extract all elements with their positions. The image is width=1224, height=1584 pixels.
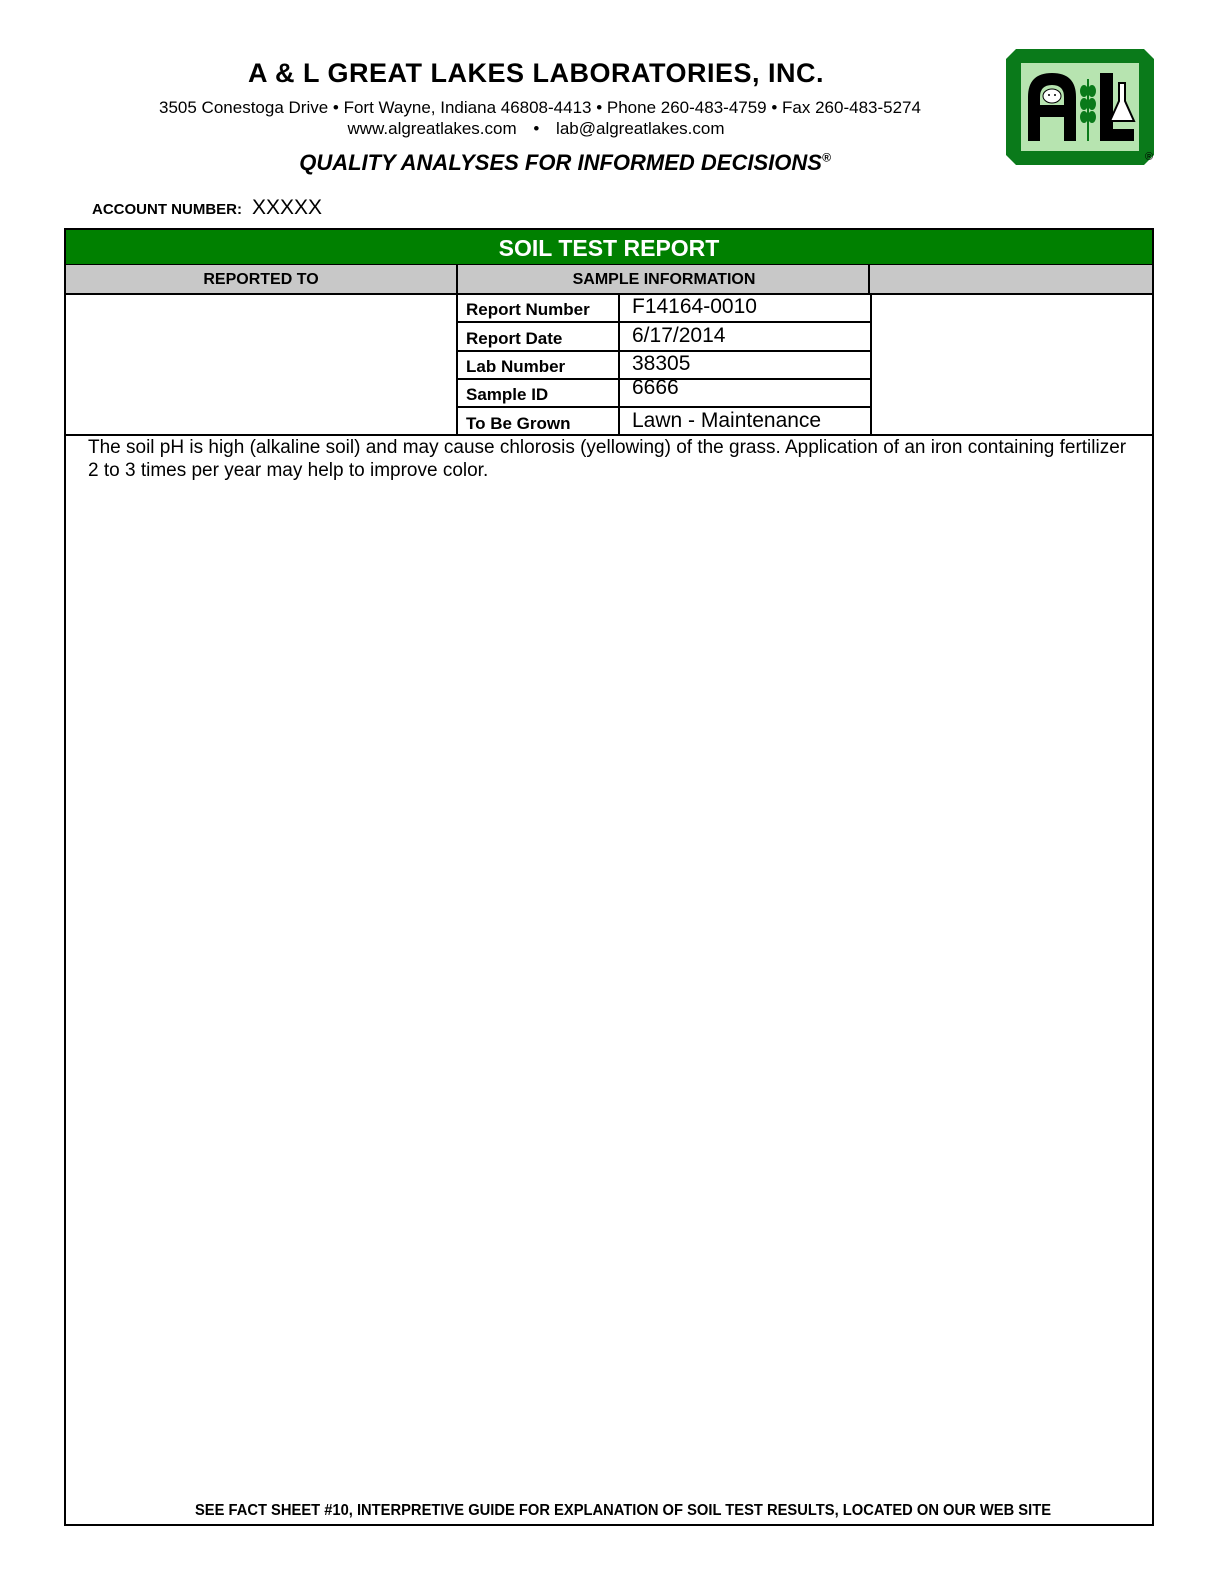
blank-header — [868, 265, 1154, 293]
sample-id-label: Sample ID — [458, 378, 620, 406]
company-name: A & L GREAT LAKES LABORATORIES, INC. — [247, 58, 825, 88]
tagline-text: QUALITY ANALYSES FOR INFORMED DECISIONS — [299, 150, 822, 175]
report-column-headers — [66, 264, 1152, 295]
website-link[interactable]: www.algreatlakes.com — [347, 119, 517, 138]
report-number-label: Report Number — [458, 293, 620, 321]
lab-number-label: Lab Number — [458, 350, 620, 378]
to-be-grown-label: To Be Grown — [458, 407, 620, 435]
reported-to-header: REPORTED TO — [203, 271, 319, 288]
report-number-value: F14164-0010 — [632, 295, 757, 318]
report-comment: The soil pH is high (alkaline soil) and may cause chlorosis (yellowing) of the grass. Application of an iron containing fertilizer 2 to 3 times per year may help to improve color. — [88, 437, 1127, 481]
sample-information-header: SAMPLE INFORMATION — [456, 265, 870, 293]
lab-number-value: 38305 — [632, 352, 691, 375]
company-logo — [1006, 49, 1154, 165]
report-title: SOIL TEST REPORT — [66, 230, 1152, 264]
tagline — [100, 150, 1030, 176]
contact-line — [100, 119, 972, 139]
sheep-icon — [1043, 89, 1061, 103]
report-date-value: 6/17/2014 — [632, 324, 726, 347]
tagline-registered-mark: ® — [821, 150, 831, 165]
email-link[interactable]: lab@algreatlakes.com — [556, 119, 725, 138]
report-date-label: Report Date — [458, 322, 620, 350]
soil-test-report — [64, 228, 1154, 1526]
account-number-value: XXXXX — [252, 196, 323, 219]
account-number — [92, 196, 322, 220]
table-row — [458, 407, 870, 435]
table-row — [458, 293, 870, 323]
account-number-label: ACCOUNT NUMBER: — [92, 201, 242, 218]
to-be-grown-value: Lawn - Maintenance — [632, 409, 822, 432]
fact-sheet-note: SEE FACT SHEET #10, INTERPRETIVE GUIDE FOR EXPLANATION OF SOIL TEST RESULTS, LOCATED ON OUR WEB SITE — [194, 1502, 1052, 1519]
company-address: 3505 Conestoga Drive • Fort Wayne, Indiana 46808-4413 • Phone 260-483-4759 • Fax 260-483-5274 — [159, 98, 921, 117]
logo-registered-mark: ® — [1145, 151, 1154, 163]
table-row — [458, 322, 870, 352]
table-row — [458, 378, 870, 408]
sample-id-value: 6666 — [632, 376, 679, 399]
sample-information-table — [456, 293, 872, 434]
contact-separator: • — [533, 119, 540, 138]
